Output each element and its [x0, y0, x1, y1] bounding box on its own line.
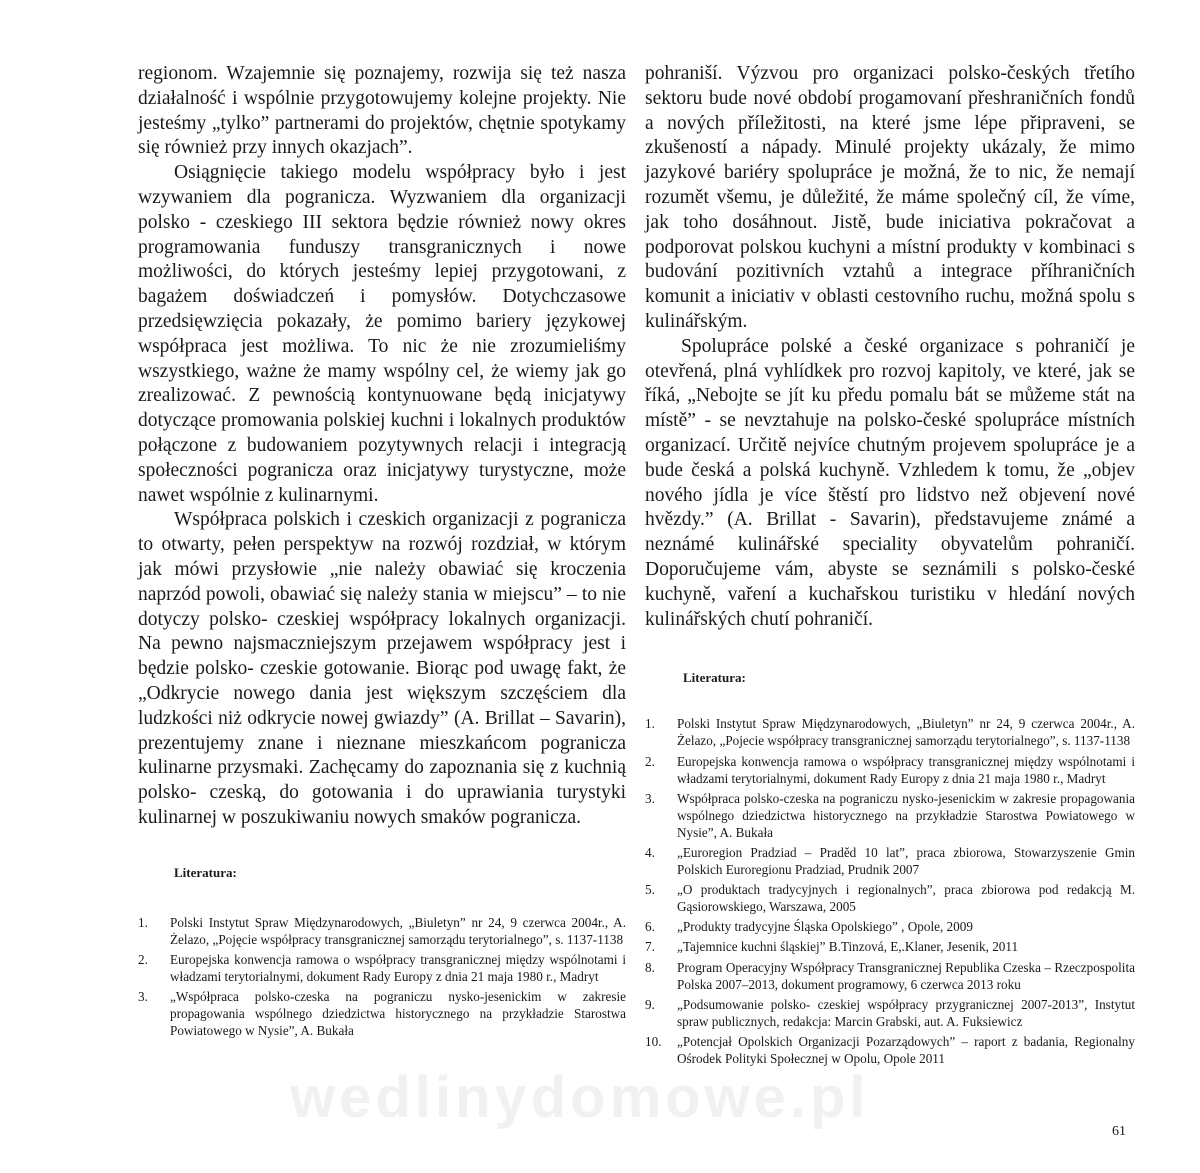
- item-number: 6.: [645, 919, 655, 935]
- item-number: 10.: [645, 1033, 662, 1049]
- item-text: Polski Instytut Spraw Międzynarodowych, „Biuletyn” nr 24, 9 czerwca 2004r., A. Żelazo, „Pojęcie współpracy transgranicznej samorządu terytorialnego”, s. 1137-1138: [170, 914, 626, 947]
- literature-item: [645, 959, 1135, 993]
- literature-item: [645, 996, 1135, 1030]
- literature-item: [645, 1033, 1135, 1067]
- left-column: [138, 62, 626, 1042]
- literature-item: [645, 844, 1135, 878]
- paragraph: pohraniší. Výzvou pro organizaci polsko-českých třetího sektoru bude nové období progamovaní přeshraničních fondů a nových příležitosti, na které jsme lépe připraveni, se zkušeností a nápady. Minulé projekty ukázaly, že mimo jazykové bariéry spolupráce je možná, že to nic, že nemají rozumět všemu, je důležité, že máme společný cíl, že víme, jak toho dosáhnout. Jistě, bude iniciativa pokračovat a podporovat polskou kuchyni a místní produkty v kombinaci s budování pozitivních vztahů a integrace příhraničních komunit a iniciativ v oblasti cestovního ruchu, možná spolu s kulinářským.: [645, 63, 1135, 332]
- literature-item: [645, 715, 1135, 749]
- item-number: 3.: [645, 790, 655, 806]
- literature-heading: Literatura:: [174, 864, 237, 880]
- literature-item: [645, 753, 1135, 787]
- item-text: Polski Instytut Spraw Międzynarodowych, „Biuletyn” nr 24, 9 czerwca 2004r., A. Żelazo, „Pojecie współpracy transgranicznej samorządu terytorialnego”, s. 1137-1138: [677, 716, 1135, 749]
- right-column: [645, 62, 1135, 1070]
- paragraph: Spolupráce polské a české organizace s pohraničí je otevřená, plná vyhlídkek pro rozvoj kapitoly, ve které, jak se říká, „Nebojte se jít ku předu pomalu bát se můžeme stát na místě” - se nevztahuje na polsko-české spolupráce místních organizací. Určitě nejvíce chutným projevem spolupráce je a bude česká a polská kuchyně. Vzhledem k tomu, že „objev nového jídla je více štěstí pro lidstvo než objevení nové hvězdy.” (A. Brillat - Savarin), představujeme známé a neznámé kulinářské speciality obyvatelům pohraničí. Doporučujeme vám, abyste se seznámili s polsko-české kuchyně, vaření a kuchařskou turistiku v hledání nových kulinářských chutí pohraničí.: [645, 335, 1135, 630]
- item-number: 2.: [645, 753, 655, 769]
- paragraph: Współpraca polskich i czeskich organizacji z pogranicza to otwarty, pełen perspektyw na rozwój rozdział, w którym jak mówi przysłowie „nie należy obawiać się kroczenia naprzód powoli, obawiać się należy stania w miejscu” – to nie dotyczy polsko- czeskiej współpracy lokalnych organizacji. Na pewno najsmaczniejszym przejawem współpracy jest i będzie polsko- czeskie gotowanie. Biorąc pod uwagę fakt, że „Odkrycie nowego dania jest większym szczęściem dla ludzkości niż odkrycie nowej gwiazdy” (A. Brillat – Savarin), prezentujemy znane i nieznane mieszkańcom pogranicza kulinarne przysmaki. Zachęcamy do zapoznania się z kuchnią polsko- czeską, do gotowania i do uprawiania turystyki kulinarnej w poszukiwaniu nowych smaków pogranicza.: [138, 509, 626, 828]
- item-number: 1.: [645, 716, 655, 732]
- literature-item: [645, 881, 1135, 915]
- item-text: Współpraca polsko-czeska na pograniczu nysko-jesenickim w zakresie propagowania wspólnego dziedzictwa historycznego na przykładzie Starostwa Powiatowego w Nysie”, A. Bukała: [677, 790, 1135, 840]
- item-text: „O produktach tradycyjnych i regionalnych”, praca zbiorowa pod redakcją M. Gąsiorowskiego, Warszawa, 2005: [677, 882, 1135, 915]
- paragraph: regionom. Wzajemnie się poznajemy, rozwija się też nasza działalność i wspólnie przygotowujemy kolejne projekty. Nie jesteśmy „tylko” partnerami do projektów, chętnie spotykamy się również przy innych okazjach”.: [138, 63, 626, 159]
- item-number: 5.: [645, 882, 655, 898]
- watermark-text: wedlinydomowe.pl: [290, 1065, 870, 1130]
- item-number: 2.: [138, 951, 148, 967]
- item-text: „Potencjał Opolskich Organizacji Pozarządowych” – raport z badania, Regionalny Ośrodek Polityki Społecznej w Opolu, Opole 2011: [677, 1033, 1135, 1067]
- item-text: Program Operacyjny Współpracy Transgranicznej Republika Czeska – Rzeczpospolita Polska 2007–2013, dokument programowy, 6 czerwca 2013 roku: [677, 959, 1135, 992]
- literature-item: [138, 951, 626, 985]
- item-text: Europejska konwencja ramowa o współpracy transgranicznej między wspólnotami i władzami terytorialnymi, dokument Rady Europy z dnia 21 maja 1980 r., Madryt: [677, 753, 1135, 786]
- item-number: 9.: [645, 996, 655, 1012]
- literature-item: [138, 988, 626, 1039]
- item-text: „Euroregion Pradziad – Praděd 10 lat”, praca zbiorowa, Stowarzyszenie Gmin Polskich Euroregionu Pradziad, Prudnik 2007: [677, 844, 1135, 878]
- item-number: 8.: [645, 959, 655, 975]
- literature-item: [645, 938, 1135, 955]
- item-text: „Produkty tradycyjne Śląska Opolskiego” , Opole, 2009: [677, 919, 973, 935]
- item-number: 3.: [138, 989, 148, 1005]
- item-text: Europejska konwencja ramowa o współpracy transgranicznej między wspólnotami i władzami terytorialnymi, dokument Rady Europy z dnia 21 maja 1980 r., Madryt: [170, 951, 626, 984]
- literature-item: [645, 790, 1135, 841]
- item-text: „Współpraca polsko-czeska na pograniczu nysko-jesenickim w zakresie propagowania wspólnego dziedzictwa historycznego na przykładzie Starostwa Powiatowego w Nysie”, A. Bukała: [170, 989, 626, 1039]
- item-number: 1.: [138, 914, 148, 930]
- literature-item: [645, 918, 1135, 935]
- literature-item: [138, 914, 626, 948]
- literature-list: [645, 715, 1135, 1067]
- item-number: 4.: [645, 844, 655, 860]
- literature-list: [138, 914, 626, 1040]
- literature-heading: Literatura:: [683, 670, 746, 686]
- item-text: „Tajemnice kuchni śląskiej” B.Tinzová, E,.Klaner, Jesenik, 2011: [677, 939, 1019, 955]
- item-number: 7.: [645, 939, 655, 955]
- page-number: 61: [1112, 1124, 1126, 1139]
- paragraph: Osiągnięcie takiego modelu współpracy było i jest wzywaniem dla pogranicza. Wyzwaniem dla organizacji polsko - czeskiego III sektora będzie również nowy okres programowania funduszy transgranicznych i nowe możliwości, do których jesteśmy lepiej przygotowani, z bagażem doświadczeń i pomysłów. Dotychczasowe przedsięwzięcia pokazały, że pomimo bariery językowej współpraca jest możliwa. To nic że nie zrozumieliśmy wszystkiego, ważne że mamy wspólny cel, że wiemy jak go zrealizować. Z pewnością kontynuowane będą inicjatywy dotyczące promowania polskiej kuchni i lokalnych produktów połączone z budowaniem pozytywnych relacji i integracją społeczności pogranicza oraz inicjatywy turystyczne, może nawet wspólnie z kulinarnymi.: [138, 162, 626, 506]
- item-text: „Podsumowanie polsko- czeskiej współpracy przygranicznej 2007-2013”, Instytut spraw publicznych, redakcja: Marcin Grabski, aut. A. Fuksiewicz: [677, 996, 1135, 1029]
